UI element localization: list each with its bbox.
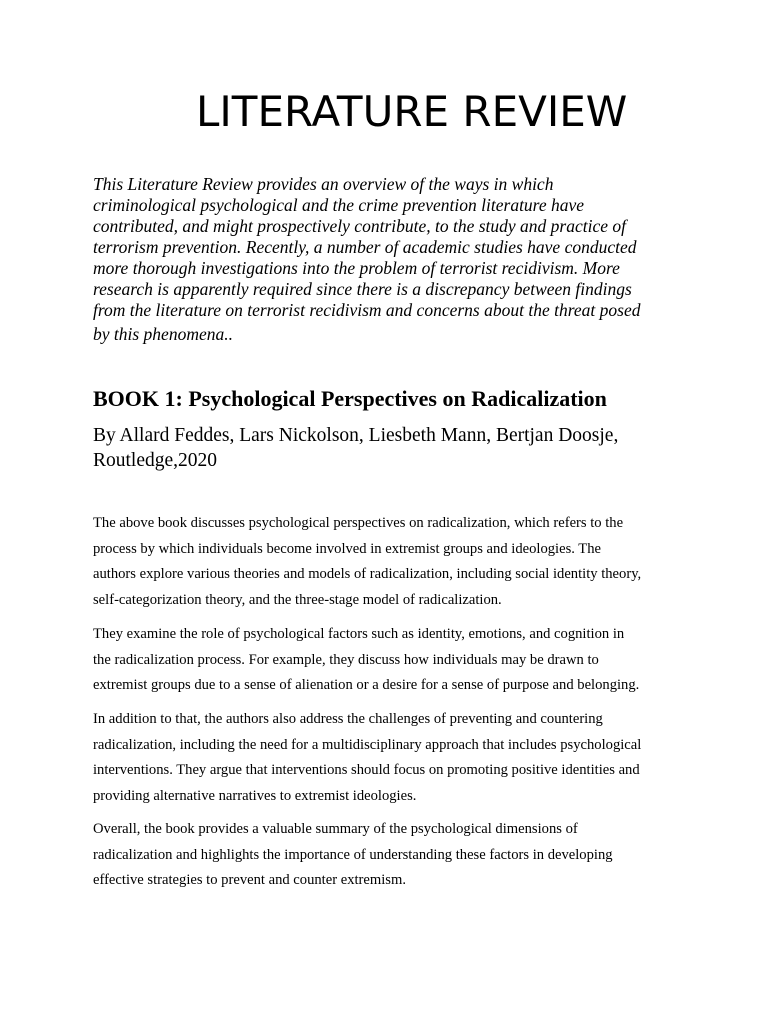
abstract-line: from the literature on terrorist recidivism and concerns about the threat posed <box>93 300 641 320</box>
body-line: extremist groups due to a sense of alienation or a desire for a sense of purpose and belonging. <box>93 677 640 693</box>
byline-line: Routledge,2020 <box>93 450 218 471</box>
body-paragraph <box>93 707 693 809</box>
abstract-paragraph <box>93 174 683 345</box>
abstract-line: This Literature Review provides an overview of the ways in which <box>93 174 554 194</box>
body-line: providing alternative narratives to extremist ideologies. <box>93 787 417 804</box>
abstract-line: by this phenomena.. <box>93 324 233 344</box>
abstract-line: criminological psychological and the crime prevention literature have <box>93 195 585 215</box>
body-line: authors explore various theories and models of radicalization, including social identity theory, <box>93 566 642 582</box>
body-line: In addition to that, the authors also address the challenges of preventing and countering <box>93 711 603 727</box>
abstract-line: research is apparently required since there is a discrepancy between findings <box>93 279 632 299</box>
body-paragraph <box>93 511 693 613</box>
body-line: self-categorization theory, and the three-stage model of radicalization. <box>93 591 502 608</box>
body-line: radicalization, including the need for a multidisciplinary approach that includes psychological <box>93 736 642 753</box>
page-title: LITERATURE REVIEW <box>196 87 628 136</box>
body-paragraph <box>93 622 693 699</box>
body-line: interventions. They argue that interventions should focus on promoting positive identities and <box>93 762 640 778</box>
body-line: the radicalization process. For example, they discuss how individuals may be drawn to <box>93 651 599 668</box>
body-paragraph <box>93 817 693 894</box>
byline-line: By Allard Feddes, Lars Nickolson, Liesbeth Mann, Bertjan Doosje, <box>93 425 619 446</box>
body-line: effective strategies to prevent and counter extremism. <box>93 872 406 888</box>
body-line: Overall, the book provides a valuable summary of the psychological dimensions of <box>93 821 578 837</box>
abstract-line: contributed, and might prospectively contribute, to the study and practice of <box>93 216 626 236</box>
body-line: radicalization and highlights the importance of understanding these factors in developing <box>93 846 613 863</box>
body-line: process by which individuals become involved in extremist groups and ideologies. The <box>93 540 601 557</box>
book-heading: BOOK 1: Psychological Perspectives on Radicalization <box>93 386 607 411</box>
body-line: They examine the role of psychological factors such as identity, emotions, and cognition in <box>93 626 625 642</box>
abstract-line: terrorism prevention. Recently, a number of academic studies have conducted <box>93 237 637 257</box>
body-line: The above book discusses psychological perspectives on radicalization, which refers to the <box>93 515 624 531</box>
abstract-line: more thorough investigations into the problem of terrorist recidivism. More <box>93 258 620 278</box>
book-byline <box>93 423 693 473</box>
